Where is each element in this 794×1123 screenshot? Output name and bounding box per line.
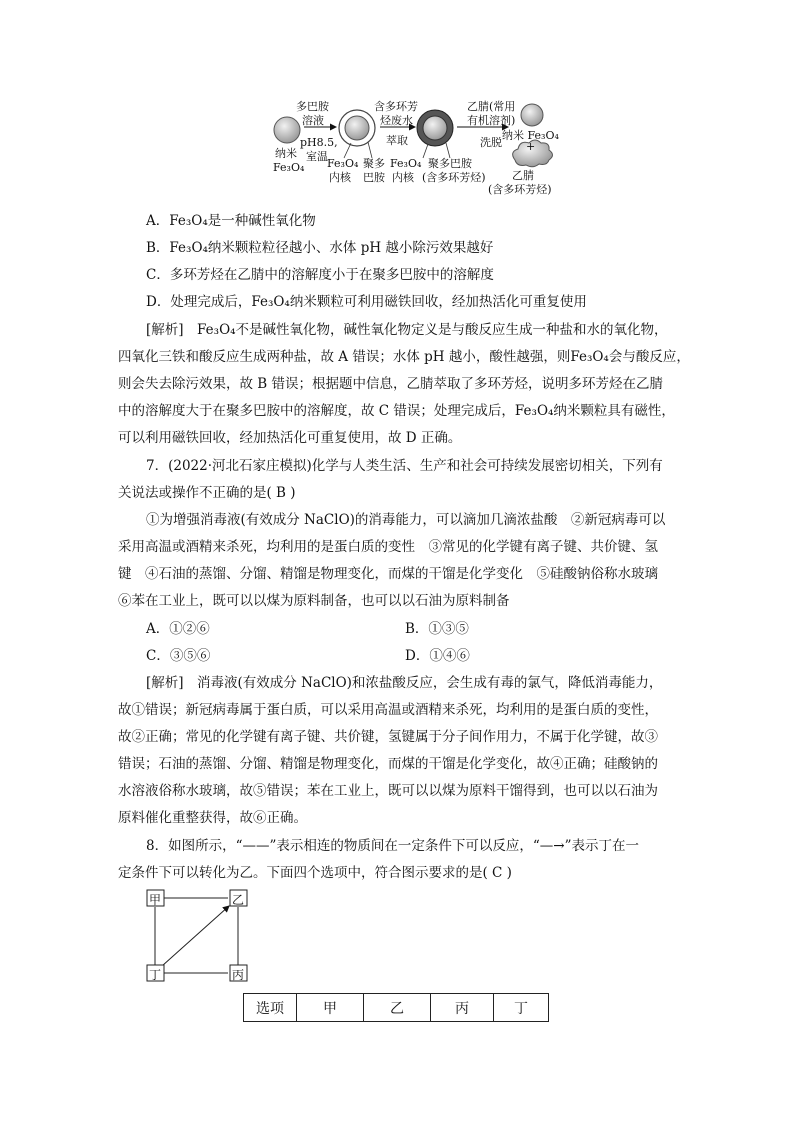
q7-analysis-line-4: 错误；石油的蒸馏、分馏、精馏是物理变化，而煤的干馏是化学变化，故④正确；硅酸钠的 <box>118 756 658 772</box>
q6-analysis-line-5: 可以利用磁铁回收，经加热活化可重复使用，故 D 正确。 <box>118 430 462 446</box>
q7-analysis-line-6: 原料催化重整获得，故⑥正确。 <box>118 810 307 826</box>
q7-analysis-line-3: 故②正确；常见的化学键有离子键、共价键，氢键属于分子间作用力，不属于化学键，故③ <box>118 729 658 745</box>
q7-option-d: D．①④⑥ <box>405 648 470 664</box>
q7-analysis-line-5: 水溶液俗称水玻璃，故⑤错误；苯在工业上，既可以以煤为原料干馏得到，也可以以石油为 <box>118 783 658 799</box>
q6-option-b: B．Fe₃O₄纳米颗粒粒径越小、水体 pH 越小除污效果越好 <box>146 240 494 256</box>
q6-option-a: A．Fe₃O₄是一种碱性氧化物 <box>146 213 316 229</box>
poly-label-1: 聚多 <box>363 157 385 170</box>
q8-stem-line-1: 8．如图所示，“——”表示相连的物质间在一定条件下可以反应，“—→”表示丁在一 <box>146 838 640 854</box>
q6-analysis-line-2: 四氧化三铁和酸反应生成两种盐，故 A 错误；水体 pH 越小，酸性越强，则Fe₃O₄会与酸反应， <box>118 349 690 365</box>
arrow1-bottom-label-2: 室温 <box>306 150 328 163</box>
recovered-nano-particle <box>521 104 543 126</box>
table-header-row <box>244 994 549 1022</box>
q7-stem-line-1: 7．(2022·河北石家庄模拟)化学与人类生活、生产和社会可持续发展密切相关，下列有 <box>146 458 663 474</box>
q7-analysis-line-2: 故①错误；新冠病毒属于蛋白质，可以采用高温或酒精来杀死，均利用的是蛋白质的变性， <box>118 702 658 718</box>
result-acn-label-1: 乙腈 <box>512 169 534 182</box>
table-header-cell: 甲 <box>297 994 364 1022</box>
core2-label-2: 内核 <box>392 171 414 184</box>
nano-label-2: Fe₃O₄ <box>273 161 305 174</box>
nano-fe3o4-particle <box>274 117 300 143</box>
fe3o4-core <box>345 116 369 140</box>
poly-label-2: 巴胺 <box>363 171 385 184</box>
q6-analysis-line-1: [解析] Fe₃O₄不是碱性氧化物，碱性氧化物定义是与酸反应生成一种盐和水的氧化物， <box>146 322 668 338</box>
table-header-cell: 丙 <box>431 994 494 1022</box>
q6-analysis-line-3: 则会失去除污效果，故 B 错误；根据题中信息，乙腈萃取了多环芳烃，说明多环芳烃在乙腈 <box>118 376 664 392</box>
core-label-2: 内核 <box>329 171 351 184</box>
q7-items-line-1: ①为增强消毒液(有效成分 NaClO)的消毒能力，可以滴加几滴浓盐酸 ②新冠病毒可以 <box>146 512 666 528</box>
arrow2-top-label-2: 烃废水 <box>380 114 413 127</box>
core-label-1: Fe₃O₄ <box>327 157 359 170</box>
q6-analysis-line-4: 中的溶解度大于在聚多巴胺中的溶解度，故 C 错误；处理完成后，Fe₃O₄纳米颗粒具有磁性， <box>118 403 675 419</box>
arrow3-top-label-1: 乙腈(常用 <box>467 100 516 113</box>
result-nano-label: 纳米 Fe₃O₄ <box>502 129 559 142</box>
node-bing: 丙 <box>232 968 245 982</box>
q8-stem-line-2: 定条件下可以转化为乙。下面四个选项中，符合图示要求的是( C ) <box>118 865 512 881</box>
arrow3-bottom-label: 洗脱 <box>480 136 502 149</box>
arrow3-top-label-2: 有机溶剂) <box>467 114 516 127</box>
arrow1-top-label-2: 溶液 <box>302 114 324 127</box>
arrow1-top-label-1: 多巴胺 <box>296 100 329 113</box>
table-header-cell: 丁 <box>494 994 549 1022</box>
q7-stem-line-2: 关说法或操作不正确的是( B ) <box>118 485 296 501</box>
fe3o4-core-2 <box>423 116 447 140</box>
q7-analysis-line-1: [解析] 消毒液(有效成分 NaClO)和浓盐酸反应，会生成有毒的氯气，降低消毒能力， <box>146 675 663 691</box>
q7-items-line-4: ⑥苯在工业上，既可以以煤为原料制备，也可以以石油为原料制备 <box>118 593 510 609</box>
q7-items-line-3: 键 ④石油的蒸馏、分馏、精馏是物理变化，而煤的干馏是化学变化 ⑤硅酸钠俗称水玻璃 <box>118 566 658 582</box>
nano-label-1: 纳米 <box>275 147 297 160</box>
arrow2-bottom-label: 萃取 <box>386 134 408 147</box>
q7-items-line-2: 采用高温或酒精来杀死，均利用的是蛋白质的变性 ③常见的化学键有离子键、共价键、氢 <box>118 539 658 555</box>
table-header-cell: 选项 <box>244 994 297 1022</box>
table-header-cell: 乙 <box>364 994 431 1022</box>
core2-label-1: Fe₃O₄ <box>390 157 422 170</box>
arrow1-bottom-label-1: pH8.5, <box>300 136 338 149</box>
result-plus: + <box>526 140 536 153</box>
q7-option-c: C．③⑤⑥ <box>146 648 211 664</box>
node-ding: 丁 <box>149 968 162 982</box>
q6-option-d: D．处理完成后，Fe₃O₄纳米颗粒可利用磁铁回收，经加热活化可重复使用 <box>146 294 587 310</box>
result-acn-label-2: (含多环芳烃) <box>488 183 552 196</box>
q7-option-b: B．①③⑤ <box>405 621 469 637</box>
q8-options-table <box>243 993 549 1022</box>
node-jia: 甲 <box>149 893 162 907</box>
poly2-label-2: (含多环芳烃) <box>422 171 486 184</box>
q6-option-c: C．多环芳烃在乙腈中的溶解度小于在聚多巴胺中的溶解度 <box>146 267 494 283</box>
poly2-label-1: 聚多巴胺 <box>428 157 472 170</box>
arrow2-top-label-1: 含多环芳 <box>374 100 418 113</box>
node-yi: 乙 <box>232 893 245 907</box>
q7-option-a: A．①②⑥ <box>146 621 210 637</box>
